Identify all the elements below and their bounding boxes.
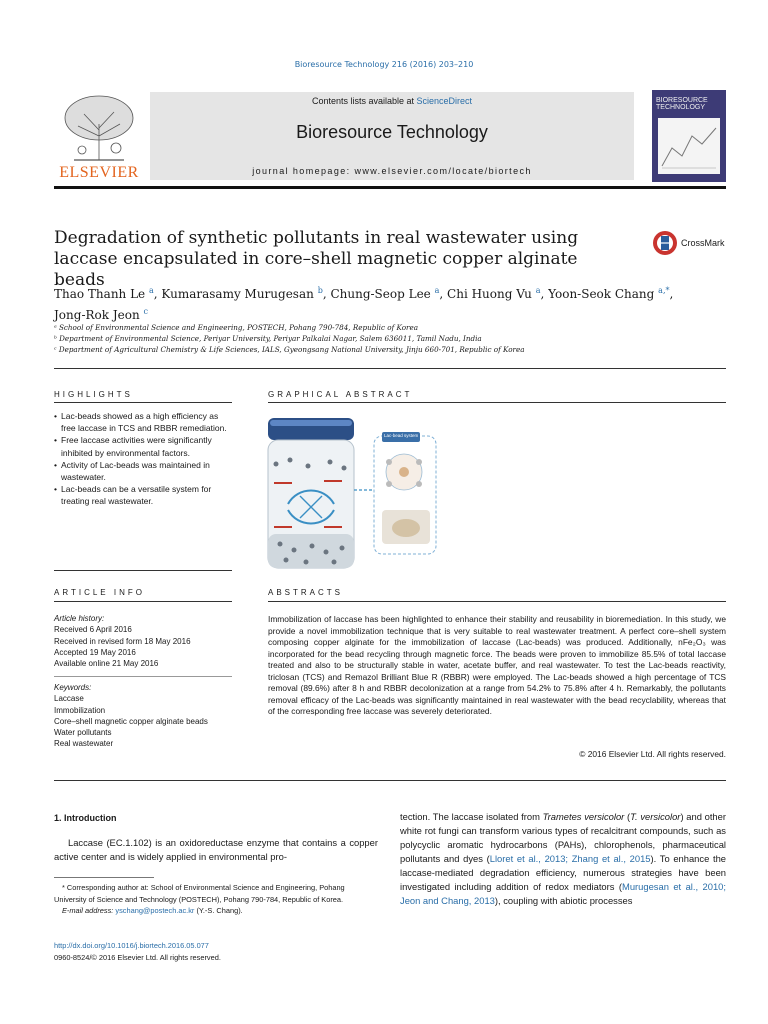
divider — [54, 676, 232, 677]
graphical-abstract-label: Lac-bead system — [384, 433, 419, 438]
graphical-abstract-figure[interactable] — [264, 414, 442, 572]
author-affil-mark[interactable]: a — [535, 286, 541, 295]
elsevier-logo[interactable] — [54, 90, 144, 184]
species-name: Trametes versicolor — [542, 811, 625, 822]
author-name: Kumarasamy Murugesan — [161, 287, 314, 301]
history-item: Received 6 April 2016 — [54, 625, 132, 635]
history-item: Available online 21 May 2016 — [54, 659, 159, 669]
cover-figure-icon — [658, 118, 720, 174]
highlight-item: • Activity of Lac-beads was maintained in wastewater. — [54, 459, 232, 483]
keywords-label: Keywords: — [54, 683, 92, 692]
sciencedirect-link[interactable]: ScienceDirect — [416, 96, 473, 106]
corresponding-author: * Corresponding author at: School of Environmental Science and Engineering, Pohang University of Science and Technology (POSTECH), Pohang 790-784, Republic of Korea. — [54, 883, 345, 904]
elsevier-tree-icon — [54, 90, 144, 164]
divider — [54, 780, 726, 781]
journal-name: Bioresource Technology — [296, 122, 488, 142]
affiliation: ᵇ Department of Environmental Science, Periyar University, Periyar Palkalai Nagar, Salem 636011, Tamil Nadu, India — [54, 334, 482, 343]
footnote-divider — [54, 877, 154, 878]
highlights-heading: HIGHLIGHTS — [54, 390, 133, 399]
history-label: Article history: — [54, 614, 105, 623]
author-name: Jong-Rok Jeon — [54, 308, 140, 322]
author-name: Thao Thanh Le — [54, 287, 146, 301]
intro-text: ) and other white rot fungi can transform various types of recalcitrant compounds, such as polycyclic aromatic hydrocarbons (PAHs), chlorophenols, pharmaceutical pollutants and dyes ( — [400, 811, 726, 864]
intro-text: ), coupling with abiotic processes — [494, 895, 633, 906]
contents-prefix: Contents lists available at — [311, 96, 417, 106]
divider — [54, 570, 232, 571]
divider — [268, 402, 726, 403]
keyword: Laccase — [54, 694, 84, 704]
article-info-heading: ARTICLE INFO — [54, 588, 145, 597]
keywords — [54, 682, 232, 750]
author-affil-mark[interactable]: c — [143, 307, 149, 316]
abstract-text: Immobilization of laccase has been highlighted to enhance their stability and reusability in bioremediation. In this study, we provide a novel immobilization technique that is very suitable to real wastewater treatment. A perfect core–shell system composing copper alginate for the immobilization of laccase (Lac-beads) was produced. Additionally, nFe₂O₃ was incorporated for the bead recycling through magnetic force. The beads were proven to immobilize 85.5% of total laccase treated and also to be structurally stable in water, acetate buffer, and real wastewater. To test the Lac-beads reactivity, triclosan (TCS) and Remazol Brilliant Blue R (RBBR) were employed. The Lac-beads showed a high percentage of TCS removal (89.6%) after 8 h and RBBR decolonization at a range from 54.2% to 75.8% after 4 h. Remarkably, the pollutants removal efficacy of the Lac-beads was significantly maintained in real wastewater with the bead recyclability, whereas that of the corresponding free laccase was severely deteriorated. — [268, 614, 726, 716]
author-name: Yoon-Seok Chang — [548, 287, 655, 301]
author-name: Chung-Seop Lee — [330, 287, 431, 301]
history-item: Accepted 19 May 2016 — [54, 647, 136, 657]
highlight-item: • Free laccase activities were significantly inhibited by environmental factors. — [54, 434, 232, 458]
keyword: Water pollutants — [54, 728, 112, 738]
journal-citation[interactable]: Bioresource Technology 216 (2016) 203–210 — [294, 60, 474, 69]
journal-banner — [150, 92, 634, 180]
divider — [54, 601, 232, 602]
contents-line — [150, 96, 634, 106]
cover-image — [658, 118, 720, 174]
species-name: T. versicolor — [630, 811, 681, 822]
intro-text: ). To enhance the laccase-mediated degradation efficiency, numerous strategies have been investigated including addition of redox mediators ( — [400, 853, 727, 892]
crossmark-badge[interactable] — [652, 230, 726, 258]
citation-link[interactable]: Murugesan et al., 2010; Jeon and Chang, 2013 — [400, 881, 726, 906]
cover-title: BIORESOURCE TECHNOLOGY — [656, 97, 708, 111]
email-line — [54, 905, 378, 917]
doi-link[interactable]: http://dx.doi.org/10.1016/j.biortech.2016.05.077 — [54, 941, 209, 950]
section-heading: 1. Introduction — [54, 813, 117, 823]
article-title: Degradation of synthetic pollutants in real wastewater using laccase encapsulated in core–shell magnetic copper alginate beads — [54, 228, 579, 290]
intro-left-paragraph: Laccase (EC.1.102) is an oxidoreductase enzyme that contains a copper active center and is widely applied in environmental pro- — [54, 837, 378, 862]
affiliation: ᶜ Department of Agricultural Chemistry & Life Sciences, IALS, Gyeongsang National University, Jinju 660-701, Republic of Korea — [54, 345, 525, 354]
intro-right-paragraph — [400, 810, 726, 908]
highlights-list — [54, 410, 232, 508]
crossmark-icon — [652, 230, 678, 256]
author-name: Chi Huong Vu — [447, 287, 532, 301]
abstract-heading: ABSTRACTS — [268, 588, 344, 597]
article-history — [54, 613, 232, 669]
divider — [54, 402, 232, 403]
masthead — [54, 90, 726, 188]
author-affil-mark[interactable]: a — [434, 286, 440, 295]
issn-line: 0960-8524/© 2016 Elsevier Ltd. All rights reserved. — [54, 953, 221, 962]
crossmark-label: CrossMark — [681, 238, 725, 248]
abstract-copyright: © 2016 Elsevier Ltd. All rights reserved. — [579, 749, 726, 759]
author-affil-mark[interactable]: b — [317, 286, 323, 295]
keyword: Immobilization — [54, 705, 106, 715]
author-affil-mark[interactable]: a — [148, 286, 154, 295]
highlight-item: • Lac-beads can be a versatile system for treating real wastewater. — [54, 483, 232, 507]
intro-text: tection. The laccase isolated from — [400, 811, 543, 822]
intro-text: ( — [624, 811, 631, 822]
citation-link[interactable]: Lloret et al., 2013; Zhang et al., 2015 — [489, 853, 651, 864]
author-affil-mark[interactable]: a,* — [658, 286, 670, 295]
author-list: Thao Thanh Le $^a$, Kumarasamy Murugesan $^b$, Chung-Seop Lee $^a$, Chi Huong Vu $^a$, Yoon-Seok Chang $^{a,*}$, Jong-Rok Jeon $^c$ — [54, 286, 674, 322]
divider — [268, 601, 726, 602]
journal-homepage[interactable]: journal homepage: www.elsevier.com/locate/biortech — [252, 166, 532, 176]
email-suffix: (Y.-S. Chang). — [194, 906, 243, 915]
keyword: Core–shell magnetic copper alginate beads — [54, 716, 208, 726]
elsevier-wordmark: ELSEVIER — [59, 164, 139, 181]
affiliation: ᵃ School of Environmental Science and Engineering, POSTECH, Pohang 790-784, Republic of Korea — [54, 323, 419, 332]
journal-cover[interactable] — [652, 90, 726, 182]
email-link[interactable]: yschang@postech.ac.kr — [115, 906, 195, 915]
email-label: E-mail address: — [62, 906, 116, 915]
divider — [54, 368, 726, 369]
keyword: Real wastewater — [54, 739, 114, 749]
history-item: Received in revised form 18 May 2016 — [54, 636, 191, 646]
graphical-abstract-heading: GRAPHICAL ABSTRACT — [268, 390, 413, 399]
masthead-rule — [54, 186, 726, 189]
corresponding-author-note — [54, 882, 378, 917]
highlight-item: • Lac-beads showed as a high efficiency as free laccase in TCS and RBBR remediation. — [54, 410, 232, 434]
